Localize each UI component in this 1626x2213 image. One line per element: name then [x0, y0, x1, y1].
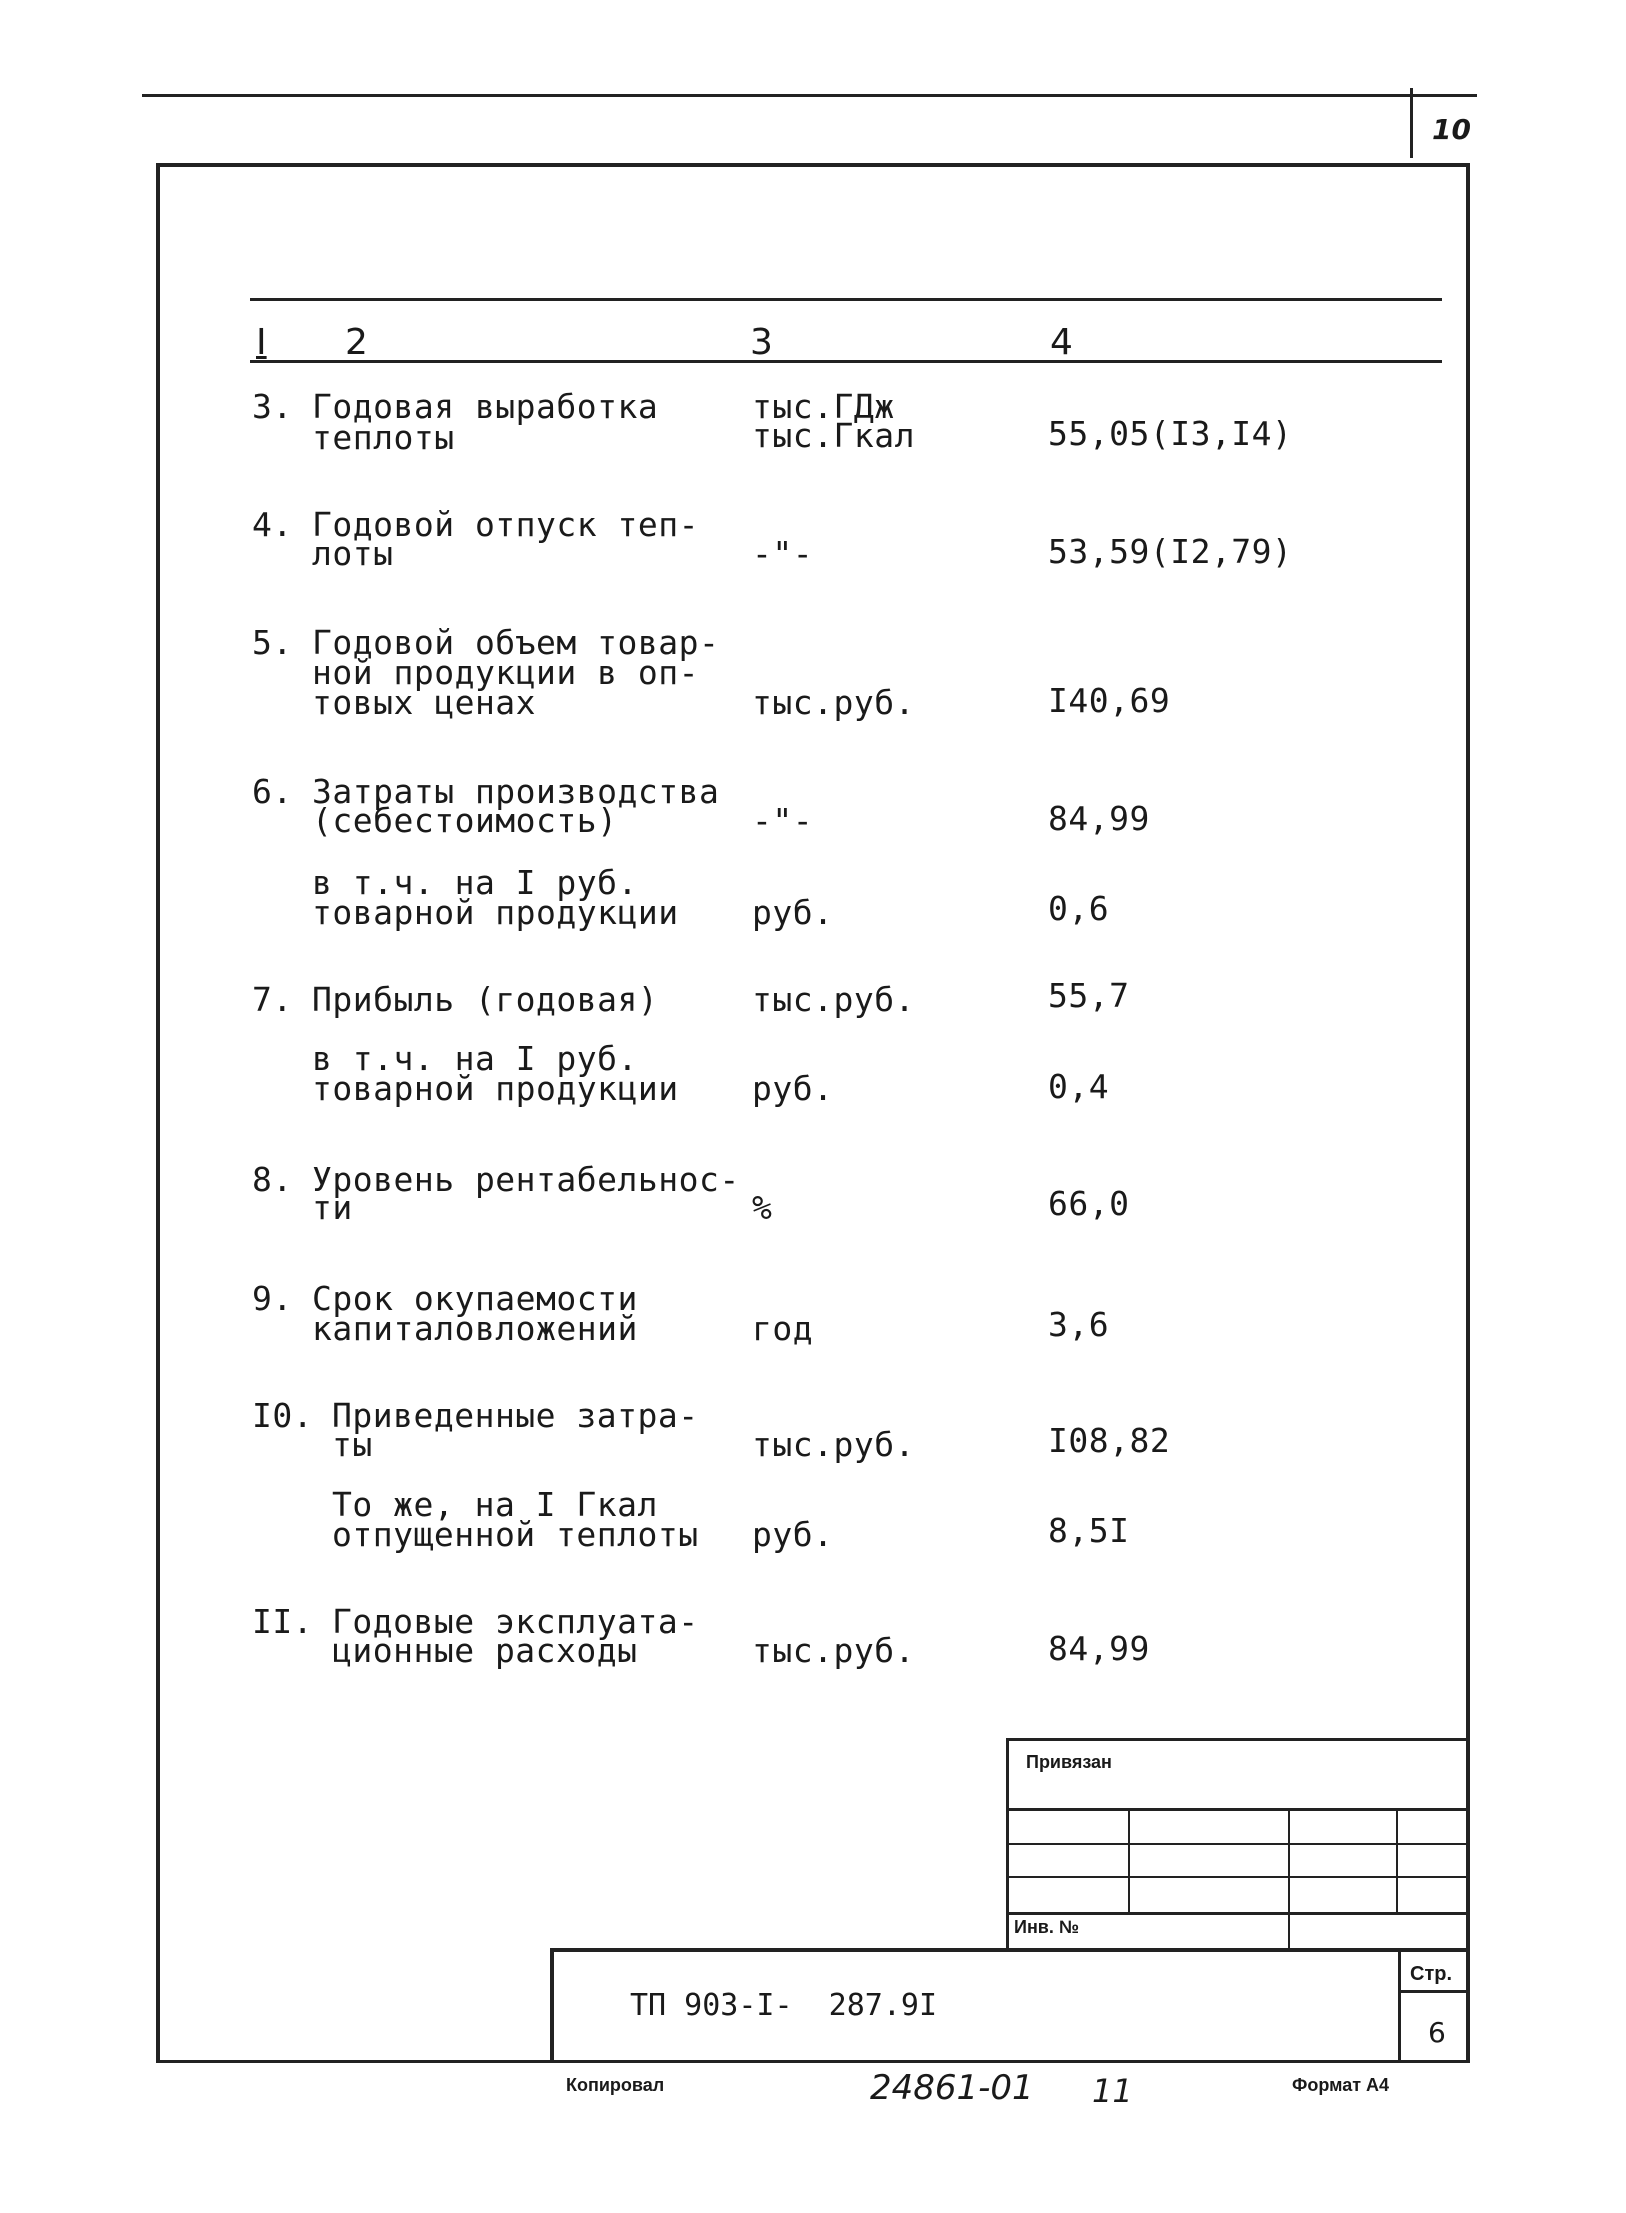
row-5-value: I40,69 — [1048, 681, 1171, 720]
row-4-unit: -"- — [752, 534, 814, 573]
row-11-value: 84,99 — [1048, 1629, 1150, 1668]
row-11-name-2: ционные расходы — [332, 1631, 638, 1670]
row-10-sub-unit: руб. — [752, 1515, 834, 1554]
stamp-privyazan-label: Привязан — [1026, 1752, 1112, 1772]
row-10-unit: тыс.руб. — [752, 1425, 915, 1464]
row-8-unit: % — [752, 1188, 773, 1227]
page-number: 10 — [1432, 113, 1471, 146]
row-9-name-2: капиталовложений — [312, 1309, 638, 1348]
col-header-3: 3 — [750, 322, 773, 363]
stamp-row-4 — [1006, 1912, 1466, 1915]
row-9-num: 9. — [252, 1279, 293, 1318]
copied-label: Копировал — [566, 2075, 665, 2095]
row-6-num: 6. — [252, 772, 293, 811]
row-7-sub-name-1: в т.ч. на I руб. — [312, 1039, 638, 1078]
row-6-name-2: (себестоимость) — [312, 801, 618, 840]
row-7-num: 7. — [252, 980, 293, 1019]
stamp-col-1 — [1128, 1808, 1130, 1912]
row-3-name-1: Годовая выработка — [312, 387, 659, 426]
row-9-unit: год — [752, 1309, 814, 1348]
frame-bottom — [156, 2060, 1470, 2063]
row-3-unit-1: тыс.ГДж — [752, 387, 895, 426]
row-5-name-2: ной продукции в оп- — [312, 653, 699, 692]
handwritten-number: 24861-01 — [870, 2068, 1034, 2108]
row-10-value: I08,82 — [1048, 1421, 1171, 1460]
row-5-name-3: товых ценах — [312, 683, 537, 722]
row-9-value: 3,6 — [1048, 1305, 1110, 1344]
frame-top — [156, 163, 1470, 167]
row-4-num: 4. — [252, 505, 293, 544]
titleblock-top — [550, 1948, 1466, 1952]
row-4-name-1: Годовой отпуск теп- — [312, 505, 699, 544]
handwritten-sheet: 11 — [1092, 2072, 1133, 2110]
row-7-value: 55,7 — [1048, 976, 1130, 1015]
frame-left — [156, 163, 160, 2063]
row-4-value: 53,59(I2,79) — [1048, 532, 1293, 571]
col-header-1: I — [256, 322, 267, 363]
row-3-num: 3. — [252, 387, 293, 426]
format-label: Формат А4 — [1292, 2075, 1390, 2095]
page-value: 6 — [1428, 2016, 1446, 2049]
titleblock-page-divider — [1398, 1948, 1401, 2063]
titleblock-page-rule — [1398, 1990, 1466, 1993]
row-5-name-1: Годовой объем товар- — [312, 623, 720, 662]
stamp-top — [1006, 1738, 1466, 1741]
row-8-value: 66,0 — [1048, 1184, 1130, 1223]
row-7-unit: тыс.руб. — [752, 980, 915, 1019]
row-4-name-2: лоты — [312, 534, 394, 573]
table-header-rule — [250, 360, 1442, 363]
row-11-unit: тыс.руб. — [752, 1631, 915, 1670]
row-5-num: 5. — [252, 623, 293, 662]
row-10-name-2: ты — [332, 1425, 373, 1464]
row-3-value: 55,05(I3,I4) — [1048, 414, 1293, 453]
frame-right — [1466, 163, 1470, 2063]
row-6-sub-unit: руб. — [752, 893, 834, 932]
row-7-sub-name-2: товарной продукции — [312, 1069, 679, 1108]
row-5-unit: тыс.руб. — [752, 683, 915, 722]
top-rule — [142, 94, 1477, 97]
row-8-num: 8. — [252, 1160, 293, 1199]
row-11-name-1: Годовые эксплуата- — [332, 1602, 699, 1641]
row-6-value: 84,99 — [1048, 799, 1150, 838]
row-6-sub-value: 0,6 — [1048, 889, 1110, 928]
row-6-unit: -"- — [752, 801, 814, 840]
row-10-sub-name-2: отпущенной теплоты — [332, 1515, 699, 1554]
row-10-num: I0. — [252, 1396, 314, 1435]
row-10-sub-name-1: То же, на I Гкал — [332, 1485, 658, 1524]
row-10-sub-value: 8,5I — [1048, 1511, 1130, 1550]
row-3-unit-2: тыс.Гкал — [752, 416, 915, 455]
row-7-name-1: Прибыль (годовая) — [312, 980, 659, 1019]
page-label: Стр. — [1410, 1963, 1453, 1985]
titleblock-left — [550, 1948, 554, 2063]
row-7-sub-value: 0,4 — [1048, 1067, 1110, 1106]
row-7-sub-unit: руб. — [752, 1069, 834, 1108]
col-header-2: 2 — [345, 322, 368, 363]
col-header-4: 4 — [1050, 322, 1073, 363]
stamp-inv-label: Инв. № — [1014, 1917, 1079, 1937]
row-9-name-1: Срок окупаемости — [312, 1279, 638, 1318]
row-11-num: II. — [252, 1602, 314, 1641]
row-8-name-1: Уровень рентабельнос- — [312, 1160, 740, 1199]
row-6-name-1: Затраты производства — [312, 772, 720, 811]
page-number-box-left — [1410, 88, 1413, 158]
row-3-name-2: теплоты — [312, 418, 455, 457]
doc-code: ТП 903-I- 287.9I — [630, 1988, 938, 2023]
stamp-col-3 — [1396, 1808, 1398, 1912]
row-8-name-2: ти — [312, 1188, 353, 1227]
row-6-sub-name-2: товарной продукции — [312, 893, 679, 932]
row-6-sub-name-1: в т.ч. на I руб. — [312, 863, 638, 902]
table-top-rule — [250, 298, 1442, 301]
stamp-col-2 — [1288, 1808, 1290, 1950]
row-10-name-1: Приведенные затра- — [332, 1396, 699, 1435]
